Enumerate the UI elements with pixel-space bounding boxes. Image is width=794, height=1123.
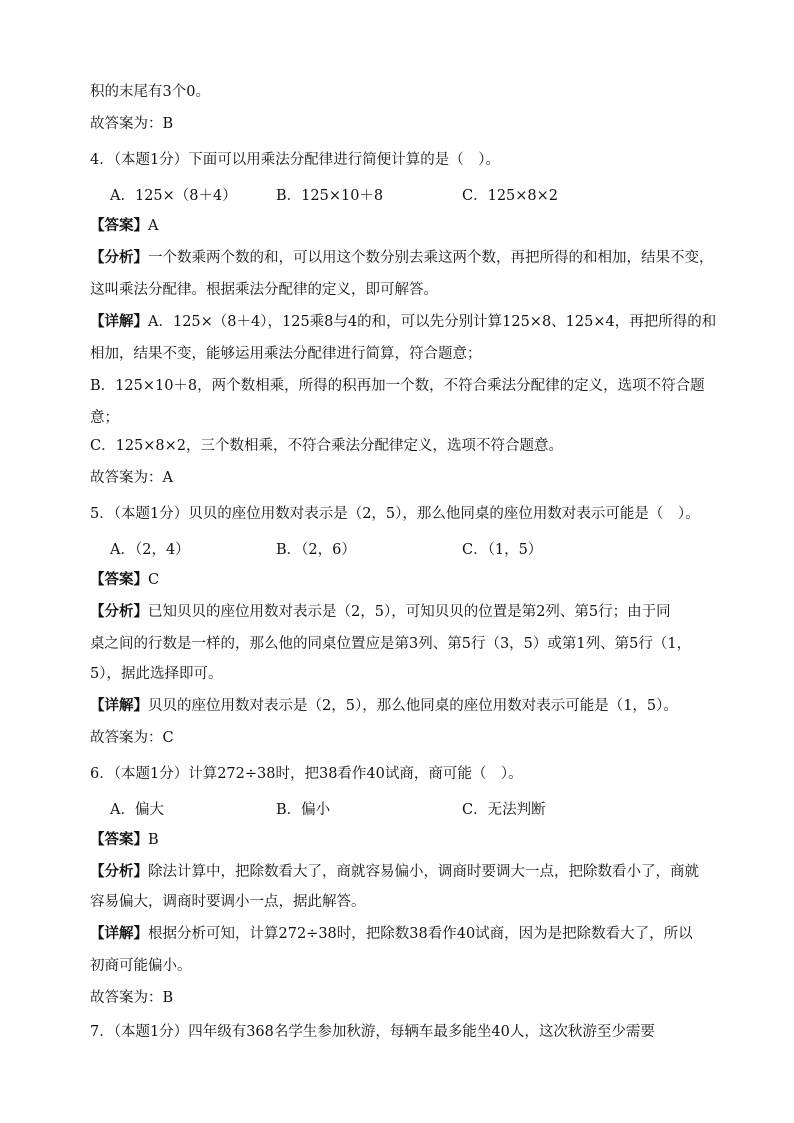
q6-answer-line [90,830,730,850]
final-answer-line: 故答案为：B [90,116,174,132]
q6-option-b: B．偏小 [276,802,331,818]
q6-analysis-line [90,862,730,882]
answer-tag: 【答案】 [90,831,148,848]
analysis-tag: 【分析】 [90,603,148,620]
analysis-tag: 【分析】 [90,249,148,266]
detail-tag: 【详解】 [90,697,148,714]
question-4-stem: 4．（本题1分）下面可以用乘法分配律进行简便计算的是（ ）。 [90,152,500,168]
analysis-text: 已知贝贝的座位用数对表示是（2，5），可知贝贝的位置是第2列、第5行；由于同 [148,604,671,620]
detail-tag: 【详解】 [90,313,148,330]
q6-option-a: A．偏大 [110,802,164,818]
text-line: 初商可能偏小。 [90,958,192,974]
answer-value: B [148,832,159,848]
analysis-text: 除法计算中，把除数看大了，商就容易偏小，调商时要调大一点，把除数看小了，商就 [148,864,699,880]
q4-detail-line [90,312,730,332]
q5-detail-line [90,696,730,716]
text-line: 相加，结果不变，能够运用乘法分配律进行简算，符合题意； [90,346,482,362]
final-answer-line: 故答案为：C [90,730,174,746]
q5-option-b: B．（2，6） [276,542,356,558]
final-answer-line: 故答案为：B [90,990,174,1006]
answer-value: C [148,572,160,588]
q5-answer-line [90,570,730,590]
detail-text: 根据分析可知，计算272÷38时，把除数38看作40试商，因为是把除数看大了，所以 [148,926,693,942]
text-line: B．125×10＋8，两个数相乘，所得的积再加一个数，不符合乘法分配律的定义，选项不符合题 [90,378,705,394]
q5-analysis-line [90,602,730,622]
detail-text: A．125×（8＋4），125乘8与4的和，可以先分别计算125×8、125×4，再把所得的和 [148,314,717,330]
answer-tag: 【答案】 [90,571,148,588]
question-6-stem: 6．（本题1分）计算272÷38时，把38看作40试商，商可能（ ）。 [90,766,523,782]
q4-option-a: A．125×（8＋4） [110,188,237,204]
q5-option-a: A．（2，4） [110,542,190,558]
q6-option-c: C．无法判断 [462,802,546,818]
q4-answer-line [90,216,730,236]
text-line: 意； [90,410,119,426]
q4-option-c: C．125×8×2 [462,188,559,204]
text-line: 容易偏大，调商时要调小一点，据此解答。 [90,894,366,910]
answer-value: A [148,218,159,234]
final-answer-line: 故答案为：A [90,470,173,486]
question-7-stem: 7．（本题1分）四年级有368名学生参加秋游，每辆车最多能坐40人，这次秋游至少需要 [90,1024,655,1040]
question-5-stem: 5．（本题1分）贝贝的座位用数对表示是（2，5），那么他同桌的座位用数对表示可能是（ ）。 [90,506,700,522]
q5-option-c: C．（1，5） [462,542,543,558]
detail-tag: 【详解】 [90,925,148,942]
q4-option-b: B．125×10＋8 [276,188,384,204]
analysis-tag: 【分析】 [90,863,148,880]
text-line: 桌之间的行数是一样的，那么他的同桌位置应是第3列、第5行（3，5）或第1列、第5行（1， [90,636,692,652]
text-line: 5），据此选择即可。 [90,666,223,682]
q4-analysis-line [90,248,730,268]
answer-tag: 【答案】 [90,217,148,234]
text-line: 积的末尾有3个0。 [90,84,210,100]
text-line: C．125×8×2，三个数相乘，不符合乘法分配律定义，选项不符合题意。 [90,438,564,454]
detail-text: 贝贝的座位用数对表示是（2，5），那么他同桌的座位用数对表示可能是（1，5）。 [148,698,678,714]
analysis-text: 一个数乘两个数的和，可以用这个数分别去乘这两个数，再把所得的和相加，结果不变， [148,250,714,266]
text-line: 这叫乘法分配律。根据乘法分配律的定义，即可解答。 [90,282,438,298]
q6-detail-line [90,924,730,944]
